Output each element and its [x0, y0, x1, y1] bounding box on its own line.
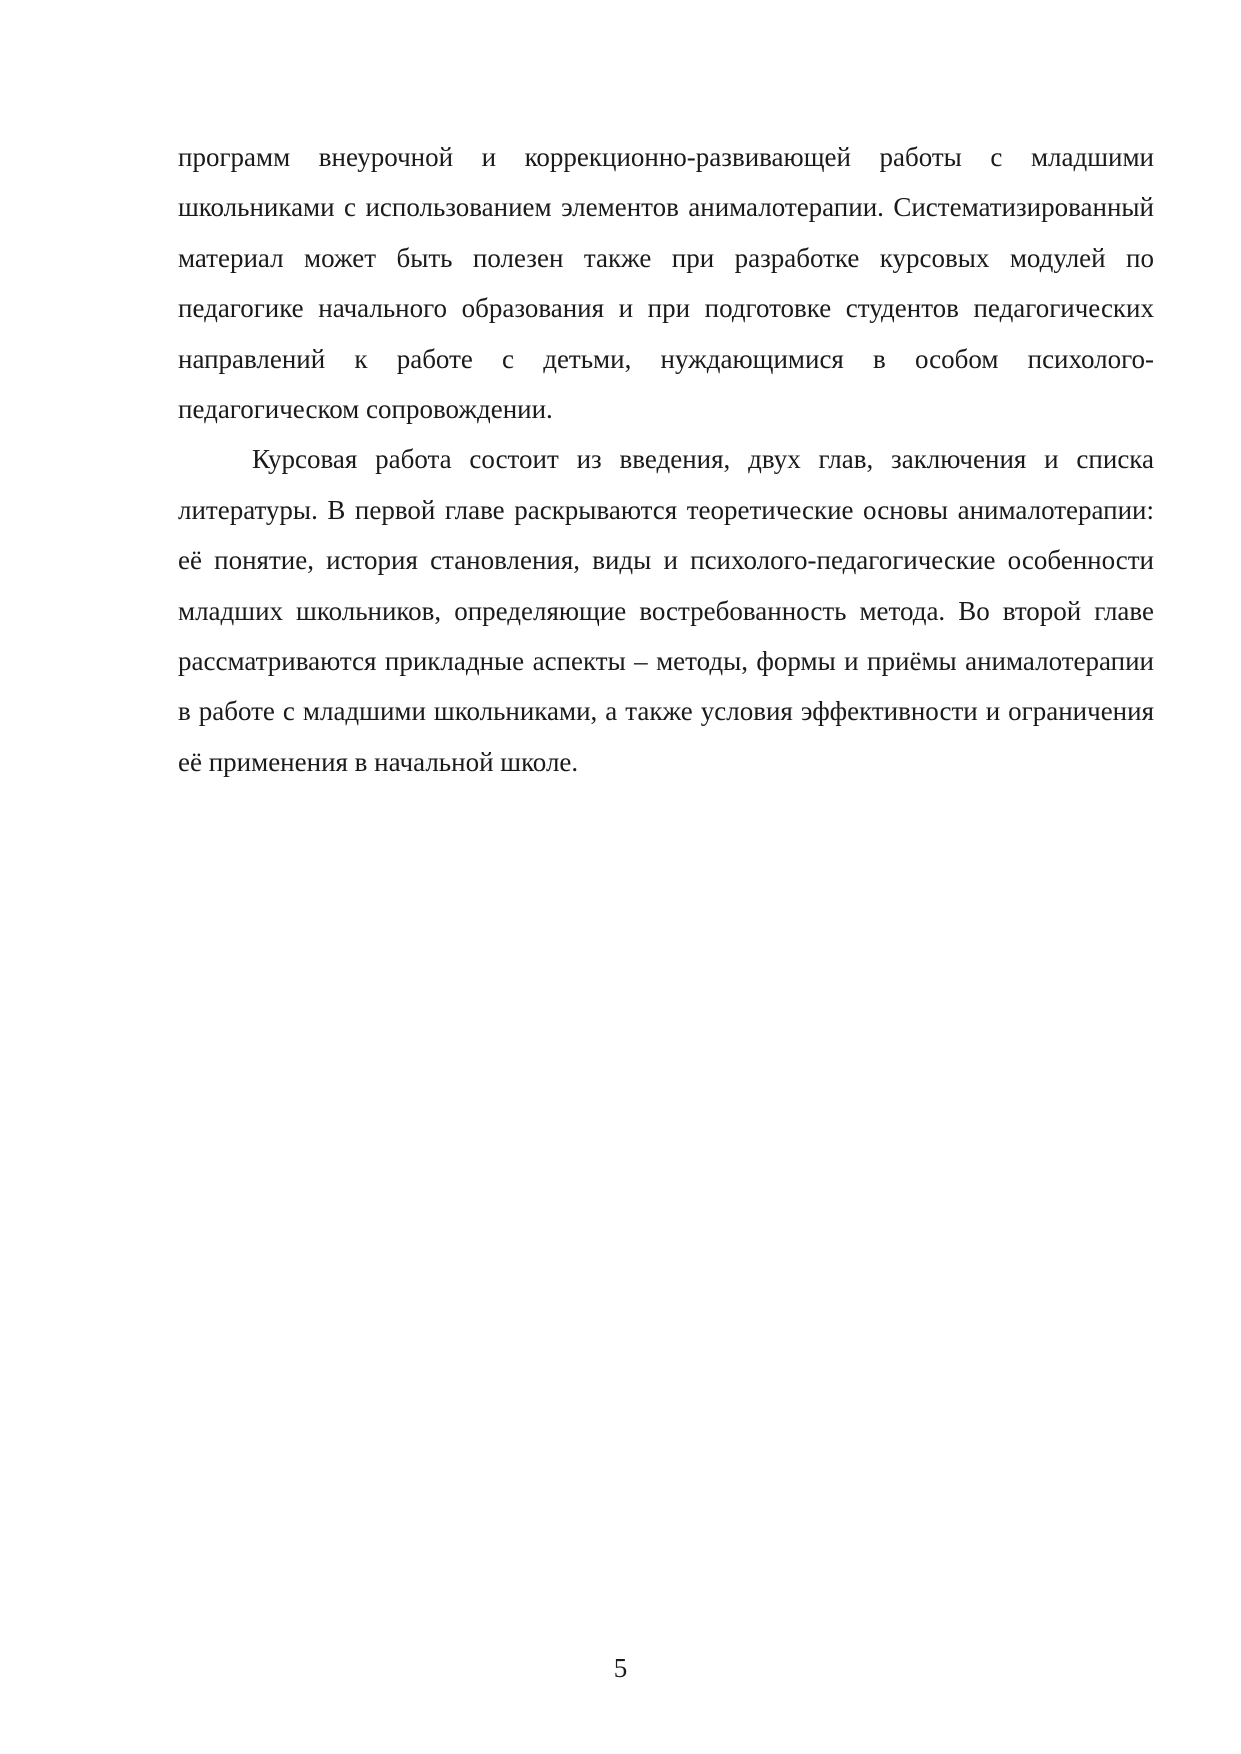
- paragraph-structure: Курсовая работа состоит из введения, двух глав, заключения и списка литературы. В первой главе раскрываются теоретические основы анималотерапии: её понятие, история становления, виды и психолого-педагогические особенности младших школьников, определяющие востребованность метода. Во второй главе рассматриваются прикладные аспекты – методы, формы и приёмы анималотерапии в работе с младшими школьниками, а также условия эффективности и ограничения её применения в начальной школе.: [178, 444, 1154, 777]
- page-number: 5: [613, 1653, 628, 1683]
- paragraph-continuation: программ внеурочной и коррекционно-развивающей работы с младшими школьниками с использованием элементов анималотерапии. Систематизированный материал может быть полезен также при разработке курсовых модулей по педагогике начального образования и при подготовке студентов педагогических направлений к работе с детьми, нуждающимися в особом психолого-педагогическом сопровождении.: [178, 142, 1154, 425]
- body-text: [178, 132, 1154, 787]
